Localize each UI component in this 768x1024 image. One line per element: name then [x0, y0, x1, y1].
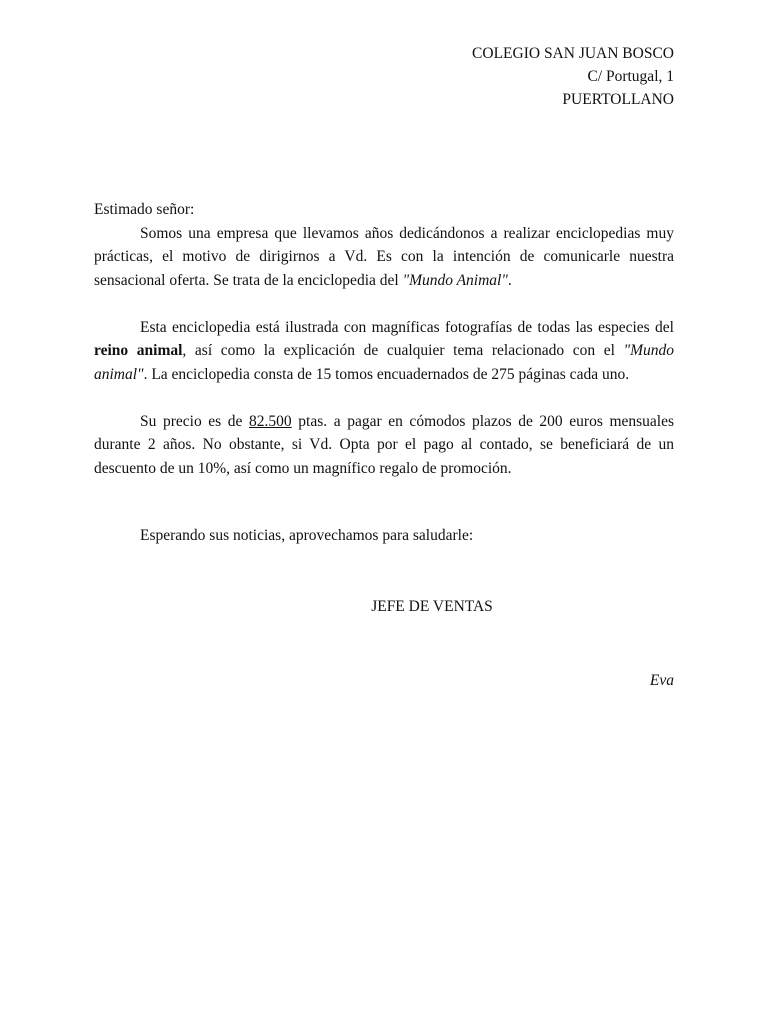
signature: Eva: [649, 672, 674, 689]
paragraph-description-text: Esta enciclopedia está ilustrada con magníficas fotografías de todas las especies del: [140, 318, 674, 336]
signer-title: JEFE DE VENTAS: [371, 598, 493, 615]
paragraph-intro-text: Somos una empresa que llevamos años dedicándonos a realizar enciclopedias muy prácticas, el motivo de dirigirnos a Vd. Es con la intención de comunicarle nuestra sensacional oferta. Se trata de la enciclopedia del: [94, 224, 674, 289]
paragraph-description-middle: , así como la explicación de cualquier tema relacionado con el: [182, 342, 624, 359]
paragraph-spacer: [94, 292, 674, 316]
paragraph-description-end: . La enciclopedia consta de 15 tomos encuadernados de 275 páginas cada uno.: [143, 365, 630, 383]
letter-body: [94, 198, 674, 480]
mundo-animal-italic: "Mundo animal": [94, 342, 674, 383]
salutation: Estimado señor:: [94, 201, 195, 218]
paragraph-price-end: ptas. a pagar en cómodos plazos de 200 euros mensuales durante 2 años. No obstante, si Vd. Opta por el pago al contado, se beneficiará de un descuento de un 10%, así como un magnífico regalo de promoción.: [94, 412, 675, 477]
paragraph-price-text: Su precio es de: [140, 412, 250, 430]
paragraph-intro: [94, 222, 674, 293]
school-name: COLEGIO SAN JUAN BOSCO: [472, 45, 674, 62]
paragraph-description: [94, 316, 674, 387]
sender-address: [472, 42, 674, 111]
encyclopedia-title: "Mundo Animal": [402, 271, 508, 289]
street-address: C/ Portugal, 1: [587, 68, 674, 85]
city-name: PUERTOLLANO: [562, 91, 674, 108]
reino-animal-emphasis: reino animal: [94, 342, 183, 359]
paragraph-intro-end: .: [507, 271, 512, 289]
closing-line: Esperando sus noticias, aprovechamos para saludarle:: [140, 527, 474, 544]
paragraph-spacer: [94, 386, 674, 410]
paragraph-price: [94, 410, 674, 481]
price-value: 82.500: [249, 412, 292, 430]
